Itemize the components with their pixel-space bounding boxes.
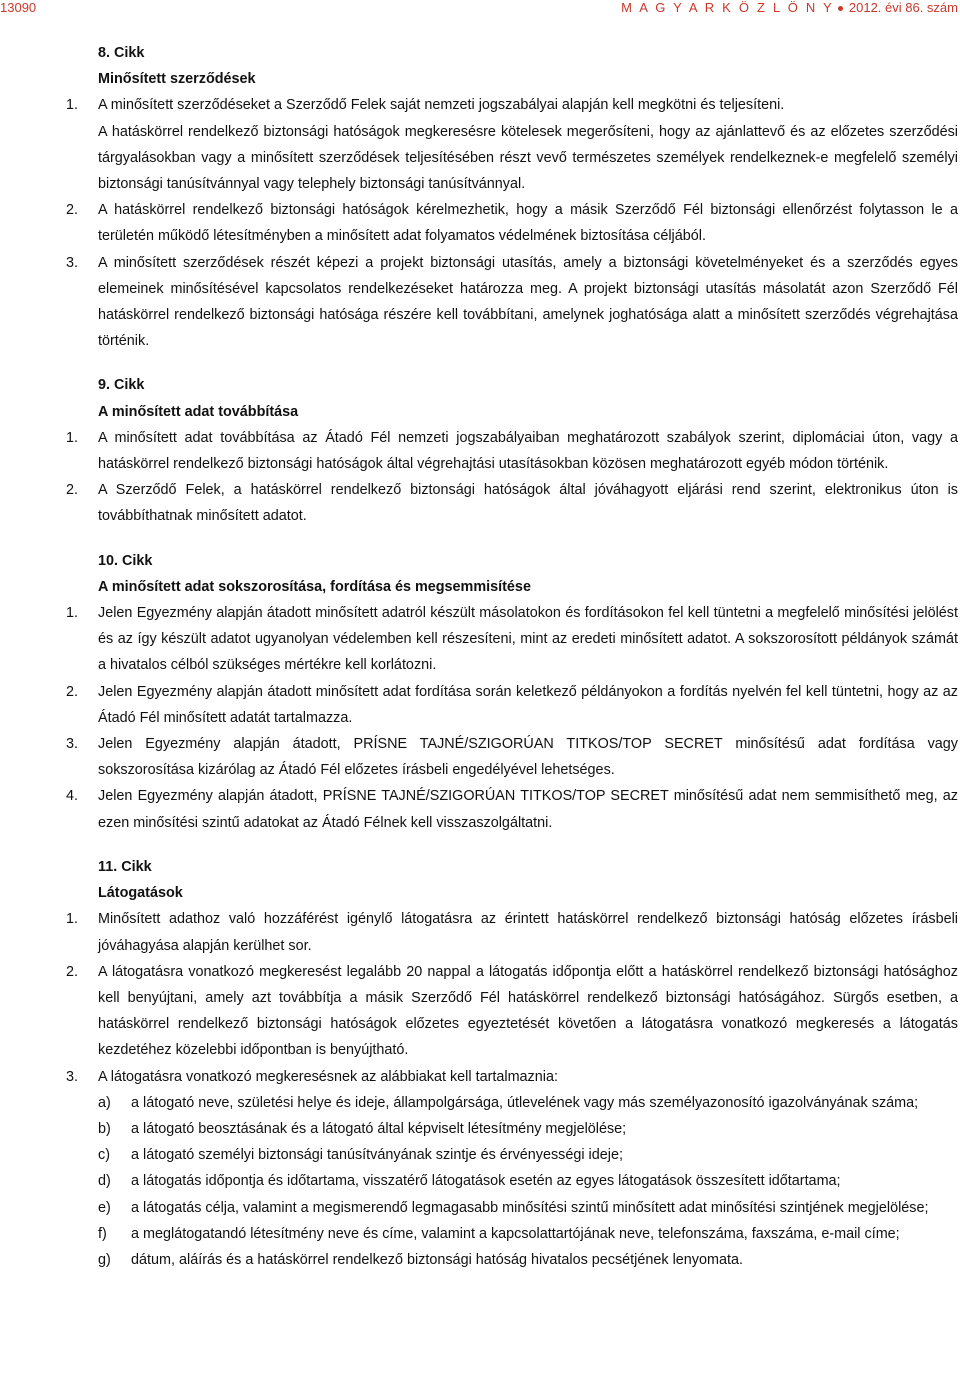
paragraph (66, 959, 958, 1064)
article-number: 8. Cikk (98, 45, 145, 61)
paragraph-number: 2. (66, 963, 79, 980)
paragraph-number: 2. (66, 683, 79, 700)
paragraph (66, 250, 958, 355)
list-item (66, 1090, 958, 1116)
paragraph-number: 2. (66, 202, 79, 219)
paragraph (66, 783, 958, 835)
list-item-letter: g) (98, 1251, 111, 1268)
paragraph (66, 92, 958, 118)
paragraph-text: Jelen Egyezmény alapján átadott minősített adat fordítása során keletkező példányokon a fordítás nyelvén fel kell tüntetni, hogy az az Átadó Fél minősített adatát tartalmazza. (98, 683, 958, 726)
list-item-text: a látogatás időpontja és időtartama, visszatérő látogatások esetén az egyes látogatások összesített időtartama; (131, 1173, 841, 1190)
paragraph-number: 2. (66, 482, 79, 499)
list-item (66, 1221, 958, 1247)
paragraph-number: 1. (66, 97, 79, 114)
paragraph-text: A minősített adat továbbítása az Átadó Fél nemzeti jogszabályaiban meghatározott szabályok szerint, diplomáciai úton, vagy a hatáskörrel rendelkező biztonsági hatóságok által végrehajtási utasításokban közösen meghatározott egyéb módon történik. (98, 429, 958, 473)
list-item-letter: f) (98, 1225, 107, 1242)
paragraph-text: Jelen Egyezmény alapján átadott, PRÍSNE TAJNÉ/SZIGORÚAN TITKOS/TOP SECRET minősítésű adat fordítása vagy sokszorosítása kizárólag az Átadó Fél előzetes írásbeli engedélyével lehetséges. (98, 736, 958, 779)
list-item-letter: a) (98, 1094, 111, 1111)
list-item-text: a látogató személyi biztonsági tanúsítványának szintje és érvényességi ideje; (131, 1147, 623, 1164)
paragraph (66, 1064, 958, 1090)
journal-title (621, 0, 958, 15)
paragraph-text: A hatáskörrel rendelkező biztonsági hatóságok kérelmezhetik, hogy a másik Szerződő Fél biztonsági ellenőrzést folytasson le a területén működő létesítményben a minősített adat folyamatos védelmének biztosítása céljából. (98, 202, 958, 245)
paragraph-number: 1. (66, 911, 79, 928)
paragraph-number: 3. (66, 1068, 79, 1085)
article-number: 11. Cikk (98, 858, 152, 875)
article-number: 9. Cikk (98, 377, 145, 394)
list-item (66, 1195, 958, 1221)
list-item-letter: e) (98, 1199, 111, 1216)
page-number: 13090 (0, 0, 37, 15)
paragraph-text: A minősített szerződéseket a Szerződő Felek saját nemzeti jogszabályai alapján kell megkötni és teljesíteni. (98, 97, 785, 114)
list-item (66, 1116, 958, 1142)
article-title: A minősített adat sokszorosítása, fordítása és megsemmisítése (98, 578, 531, 595)
list-item (66, 1142, 958, 1168)
paragraph (66, 197, 958, 249)
paragraph (66, 425, 958, 477)
paragraph-text: Jelen Egyezmény alapján átadott, PRÍSNE TAJNÉ/SZIGORÚAN TITKOS/TOP SECRET minősítésű adat nem semmisíthető meg, az ezen minősítési szintű adatokat az Átadó Félnek kell visszaszolgáltatni. (98, 788, 958, 831)
paragraph-number: 1. (66, 429, 79, 446)
paragraph (66, 731, 958, 783)
paragraph-text: A látogatásra vonatkozó megkeresésnek az alábbiakat kell tartalmaznia: (98, 1068, 558, 1085)
list-item-text: a látogatás célja, valamint a megismerendő legmagasabb minősítési szintű minősített adat minősítési szintjének megjelölése; (131, 1199, 929, 1216)
paragraph-text: A minősített szerződések részét képezi a projekt biztonsági utasítás, amely a biztonsági követelményeket és a szerződés egyes elemeinek minősítésével kapcsolatos rendelkezéseket határozza meg. A projekt biztonsági utasítás másolatát azon Szerződő Fél hatáskörrel rendelkező biztonsági hatósága részére kell továbbítani, amelynek joghatósága alatt a minősített szerződés végrehajtása történik. (98, 254, 958, 350)
list-item (66, 1247, 958, 1273)
list-item-text: dátum, aláírás és a hatáskörrel rendelkező biztonsági hatóság hivatalos pecsétjének lenyomata. (131, 1251, 743, 1268)
paragraph-text: Minősített adathoz való hozzáférést igénylő látogatásra az érintett hatáskörrel rendelkező biztonsági hatóság előzetes írásbeli jóváhagyása alapján kerülhet sor. (98, 911, 958, 954)
page-header (0, 0, 960, 22)
list-item-text: a meglátogatandó létesítmény neve és címe, valamint a kapcsolattartójának neve, telefonszáma, faxszáma, e-mail címe; (131, 1225, 900, 1242)
paragraph (66, 477, 958, 529)
list-item-letter: d) (98, 1173, 111, 1190)
paragraph-text: A Szerződő Felek, a hatáskörrel rendelkező biztonsági hatóságok által jóváhagyott eljárási rend szerint, elektronikus úton is továbbíthatnak minősített adatot. (98, 482, 958, 525)
list-item-letter: c) (98, 1147, 110, 1164)
paragraph-number: 3. (66, 736, 79, 753)
article-title: A minősített adat továbbítása (98, 403, 299, 420)
paragraph-continuation: A hatáskörrel rendelkező biztonsági hatóságok megkeresésre kötelesek megerősíteni, hogy az ajánlattevő és az előzetes szerződési tárgyalásokban vagy a minősített szerződések teljesítésében részt vevő természetes személyek rendelkeznek-e megfelelő személyi biztonsági tanúsítvánnyal vagy telephely biztonsági tanúsítvánnyal. (98, 123, 958, 193)
paragraph (66, 600, 958, 679)
document-body (66, 40, 958, 1273)
journal-name: M A G Y A R K Ö Z L Ö N Y (621, 0, 834, 15)
paragraph-number: 3. (66, 254, 79, 271)
paragraph-number: 1. (66, 605, 79, 622)
paragraph (66, 906, 958, 958)
article-title: Minősített szerződések (98, 71, 256, 88)
list-item (66, 1168, 958, 1194)
list-item-text: a látogató beosztásának és a látogató által képviselt létesítmény megjelölése; (131, 1120, 627, 1137)
list-item-text: a látogató neve, születési helye és ideje, állampolgársága, útlevelének vagy más személyazonosító igazolványának száma; (131, 1094, 919, 1111)
list-item-letter: b) (98, 1120, 111, 1137)
article-title: Látogatások (98, 885, 183, 902)
bullet-icon (838, 6, 843, 11)
paragraph-text: A látogatásra vonatkozó megkeresést legalább 20 nappal a látogatás időpontja előtt a hatáskörrel rendelkező biztonsági hatósághoz kell benyújtani, amely azt továbbítja a másik Szerződő Fél hatáskörrel rendelkező biztonsági hatóságához. Sürgős esetben, a hatáskörrel rendelkező biztonsági hatóságok előzetes egyeztetését követően a látogatásra vonatkozó megkeresés a látogatás kezdetéhez közelebbi időpontban is benyújtható. (98, 963, 958, 1059)
issue-number: 2012. évi 86. szám (848, 0, 958, 15)
paragraph-text: Jelen Egyezmény alapján átadott minősített adatról készült másolatokon és fordításokon fel kell tüntetni a megfelelő minősítési jelölést és az így készült adatot ugyanolyan védelemben kell részesíteni, mint az eredeti minősített adatot. A sokszorosított példányok számát a hivatalos célból szükséges mértékre kell korlátozni. (98, 605, 958, 674)
article-number: 10. Cikk (98, 552, 153, 569)
paragraph (66, 679, 958, 731)
paragraph-number: 4. (66, 788, 79, 805)
